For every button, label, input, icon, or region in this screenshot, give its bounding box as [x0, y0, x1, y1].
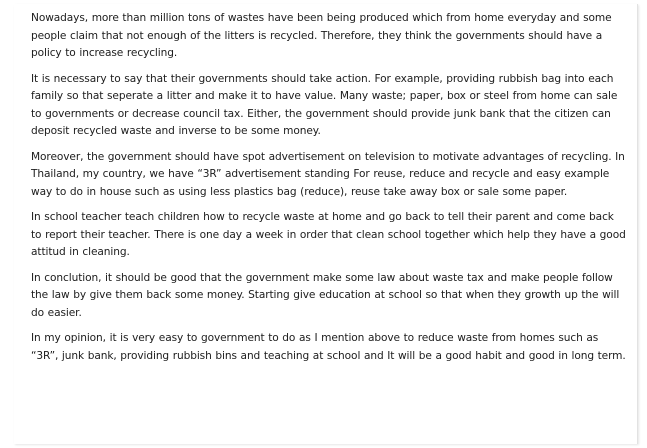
paragraph-3: Moreover, the government should have spot advertisement on television to motivate advantages of recycling. In Thailand, my country, we have “3R” advertisement standing For reuse, reduce and recycle and easy example way to do in house such as using less plastics bag (reduce), reuse take away box or sale some paper. — [31, 150, 625, 198]
paragraph-6: In my opinion, it is very easy to government to do as I mention above to reduce waste from homes such as “3R”, junk bank, providing rubbish bins and teaching at school and It will be a good habit and good in long term. — [31, 332, 626, 362]
essay-text — [31, 10, 627, 373]
paragraph-4: In school teacher teach children how to recycle waste at home and go back to tell their parent and come back to report their teacher. There is one day a week in order that clean school together which help they have a good attitud in cleaning. — [31, 211, 626, 258]
paragraph-5: In conclution, it should be good that the government make some law about waste tax and make people follow the law by give them back some money. Starting give education at school so that when they growth up the will do easier. — [31, 271, 620, 319]
paragraph-1: Nowadays, more than million tons of wastes have been being produced which from home everyday and some people claim that not enough of the litters is recycled. Therefore, they think the governments should have a policy to increase recycling. — [31, 12, 612, 59]
paragraph-2: It is necessary to say that their governments should take action. For example, providing rubbish bag into each family so that seperate a litter and make it to have value. Many waste; paper, box or steel from home can sale to governments or decrease council tax. Either, the government should provide junk bank that the citizen can deposit recycled waste and inverse to be some money. — [31, 72, 618, 137]
document-page — [14, 4, 638, 444]
